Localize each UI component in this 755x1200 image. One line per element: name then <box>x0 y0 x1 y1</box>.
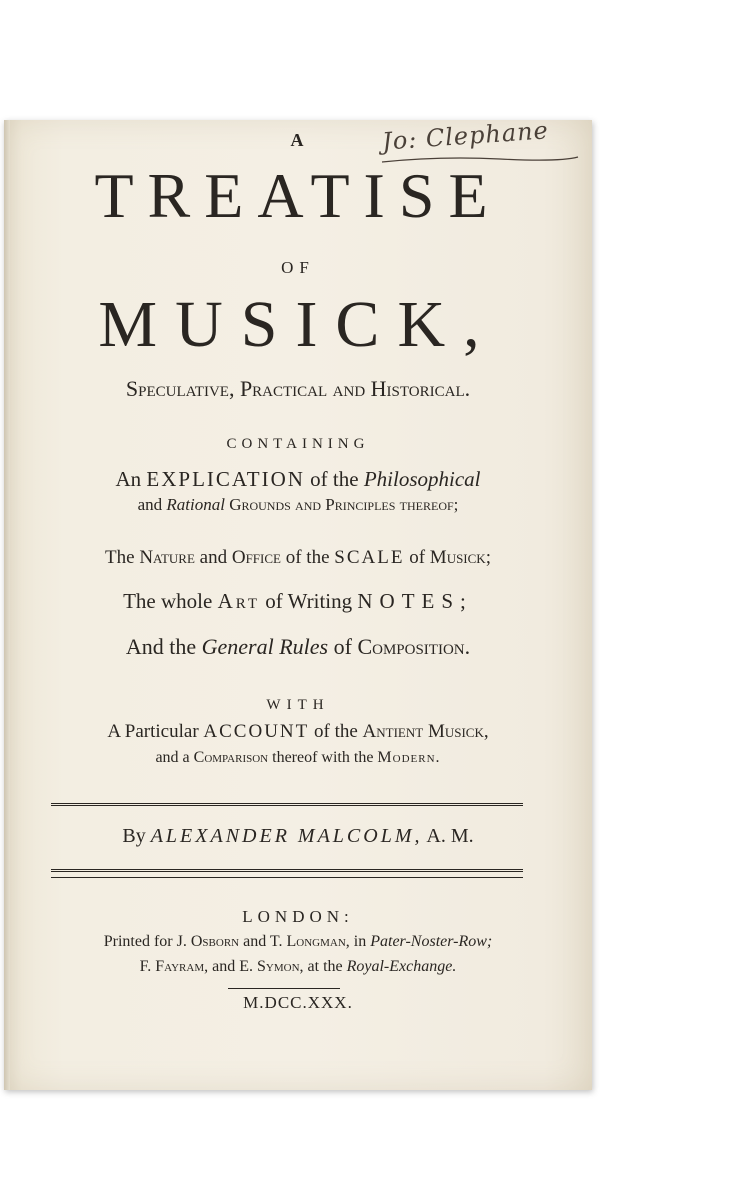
handwritten-signature: Jo: Clephane <box>381 116 550 156</box>
main-title: TREATISE <box>94 160 502 231</box>
comparison-line: and a Comparison thereof with the Modern. <box>155 749 441 766</box>
contents-line-3: The Nature and Office of the SCALE of Musick; <box>105 547 491 568</box>
contents-line-2: and Rational Grounds and Principles thereof; <box>137 495 459 514</box>
title-article: A <box>290 130 306 150</box>
subtitle: Speculative, Practical and Historical. <box>125 376 471 401</box>
imprint-city: LONDON: <box>242 907 354 926</box>
contents-line-4: The whole Art of Writing NOTES; <box>123 589 473 613</box>
title-subject: MUSICK, <box>98 288 498 361</box>
imprint-line-1: Printed for J. Osborn and T. Longman, in Pater-Noster-Row; <box>103 933 493 950</box>
containing-heading: CONTAINING <box>226 436 370 452</box>
divider-bottom-thin <box>51 877 523 878</box>
divider-top <box>51 803 523 806</box>
with-heading: WITH <box>266 697 330 713</box>
author-line: By ALEXANDER MALCOLM, A. M. <box>122 825 474 847</box>
title-of: OF <box>281 258 315 277</box>
imprint-date: M.DCC.XXX. <box>243 993 353 1012</box>
divider-bottom <box>51 869 523 872</box>
account-line: A Particular ACCOUNT of the Antient Musick, <box>107 721 489 742</box>
contents-line-1: An EXPLICATION of the Philosophical <box>115 467 481 491</box>
title-page <box>4 116 592 1090</box>
contents-line-5: And the General Rules of Composition. <box>125 634 471 659</box>
date-rule <box>228 988 340 989</box>
imprint-line-2: F. Fayram, and E. Symon, at the Royal-Exchange. <box>139 958 457 975</box>
